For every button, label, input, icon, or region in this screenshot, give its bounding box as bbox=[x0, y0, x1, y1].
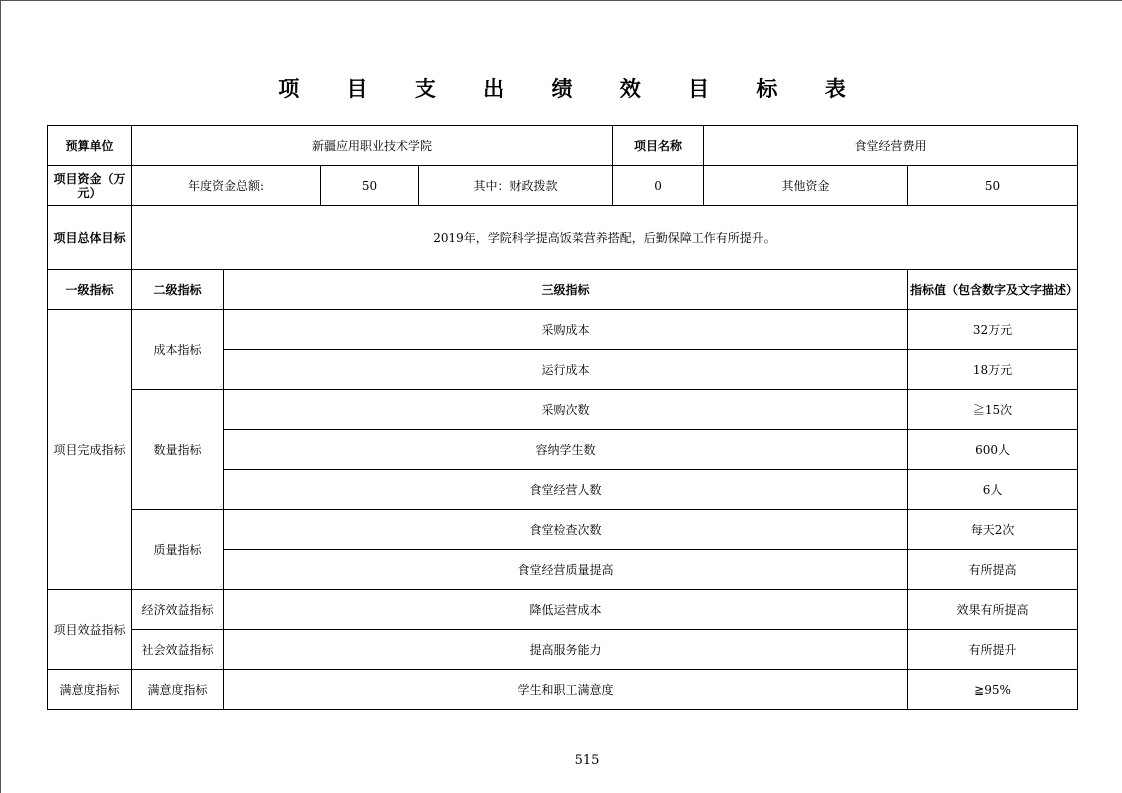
col-value: 指标值（包含数字及文字描述） bbox=[908, 270, 1078, 310]
unit-value: 新疆应用职业技术学院 bbox=[132, 126, 613, 166]
indicator-value: 18万元 bbox=[908, 350, 1078, 390]
level3-name: 学生和职工满意度 bbox=[224, 670, 908, 710]
level3-name: 采购成本 bbox=[224, 310, 908, 350]
goal-label: 项目总体目标 bbox=[48, 206, 132, 270]
indicator-value: ≧95% bbox=[908, 670, 1078, 710]
level2-quantity: 数量指标 bbox=[132, 390, 224, 510]
goal-row bbox=[48, 206, 1078, 270]
performance-target-table bbox=[47, 125, 1078, 710]
col-level1: 一级指标 bbox=[48, 270, 132, 310]
unit-row bbox=[48, 126, 1078, 166]
indicator-value: 有所提升 bbox=[908, 630, 1078, 670]
funds-total-value: 50 bbox=[321, 166, 419, 206]
table-row bbox=[48, 670, 1078, 710]
indicator-value: 效果有所提高 bbox=[908, 590, 1078, 630]
indicator-value: 6人 bbox=[908, 470, 1078, 510]
table-row bbox=[48, 510, 1078, 550]
funds-other-label: 其他资金 bbox=[704, 166, 908, 206]
funds-total-label: 年度资金总额: bbox=[132, 166, 321, 206]
level1-benefit: 项目效益指标 bbox=[48, 590, 132, 670]
indicator-value: 32万元 bbox=[908, 310, 1078, 350]
funds-fiscal-value: 0 bbox=[613, 166, 704, 206]
funds-label: 项目资金（万元） bbox=[48, 166, 132, 206]
level3-name: 食堂经营质量提高 bbox=[224, 550, 908, 590]
level2-satisfaction: 满意度指标 bbox=[132, 670, 224, 710]
funds-other-value: 50 bbox=[908, 166, 1078, 206]
page-title: 项 目 支 出 绩 效 目 标 表 bbox=[278, 77, 866, 101]
level3-name: 运行成本 bbox=[224, 350, 908, 390]
project-name-value: 食堂经营费用 bbox=[704, 126, 1078, 166]
indicator-value: 每天2次 bbox=[908, 510, 1078, 550]
level2-quality: 质量指标 bbox=[132, 510, 224, 590]
indicator-value: 600人 bbox=[908, 430, 1078, 470]
level3-name: 食堂经营人数 bbox=[224, 470, 908, 510]
col-level3: 三级指标 bbox=[224, 270, 908, 310]
level1-satisfaction: 满意度指标 bbox=[48, 670, 132, 710]
table-row bbox=[48, 590, 1078, 630]
page-number: 515 bbox=[574, 753, 600, 768]
goal-text: 2019年，学院科学提高饭菜营养搭配，后勤保障工作有所提升。 bbox=[132, 206, 1078, 270]
indicator-value: 有所提高 bbox=[908, 550, 1078, 590]
level3-name: 提高服务能力 bbox=[224, 630, 908, 670]
level3-name: 食堂检查次数 bbox=[224, 510, 908, 550]
level3-name: 降低运营成本 bbox=[224, 590, 908, 630]
indicator-value: ≧15次 bbox=[908, 390, 1078, 430]
column-header-row bbox=[48, 270, 1078, 310]
col-level2: 二级指标 bbox=[132, 270, 224, 310]
unit-label: 预算单位 bbox=[48, 126, 132, 166]
level3-name: 采购次数 bbox=[224, 390, 908, 430]
level2-cost: 成本指标 bbox=[132, 310, 224, 390]
level3-name: 容纳学生数 bbox=[224, 430, 908, 470]
project-name-label: 项目名称 bbox=[613, 126, 704, 166]
table-row bbox=[48, 310, 1078, 350]
table-row bbox=[48, 390, 1078, 430]
level1-completion: 项目完成指标 bbox=[48, 310, 132, 590]
table-row bbox=[48, 630, 1078, 670]
funds-fiscal-label: 其中：财政拨款 bbox=[419, 166, 613, 206]
level2-social: 社会效益指标 bbox=[132, 630, 224, 670]
level2-economic: 经济效益指标 bbox=[132, 590, 224, 630]
funds-row bbox=[48, 166, 1078, 206]
